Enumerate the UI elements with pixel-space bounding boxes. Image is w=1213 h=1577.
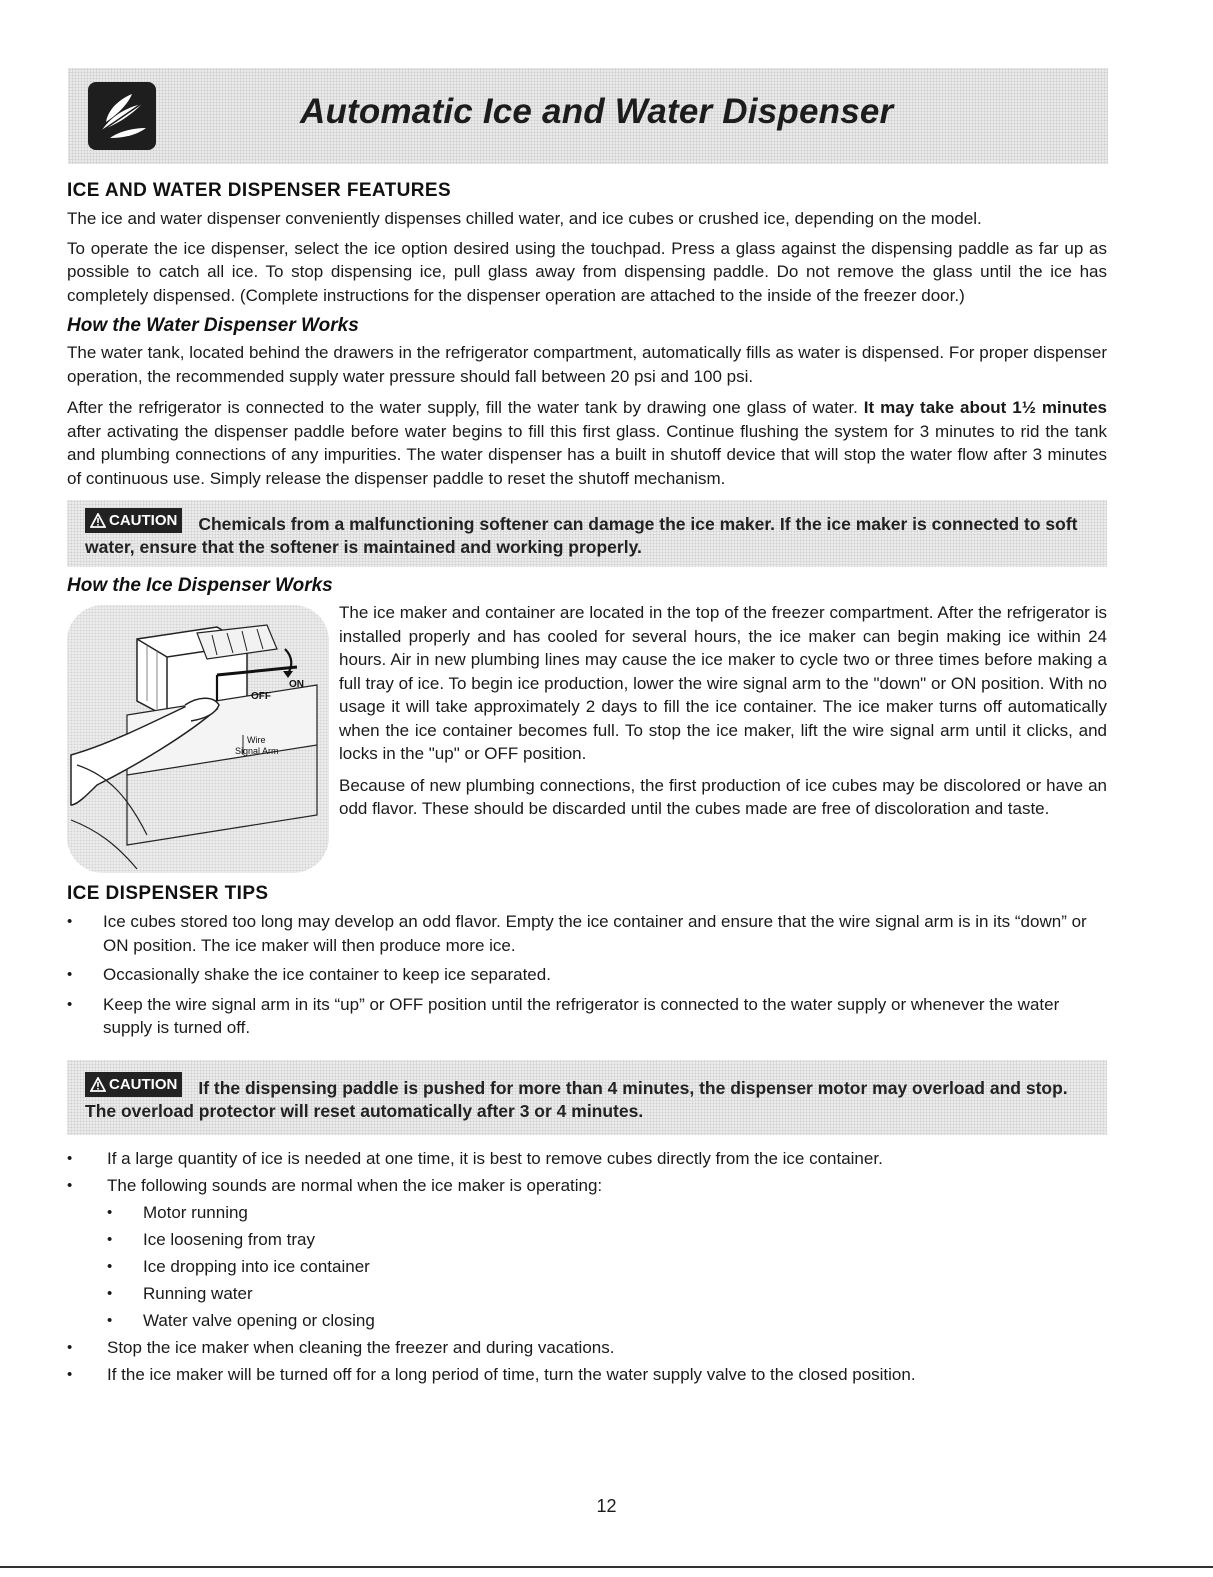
warning-triangle-icon <box>90 513 106 528</box>
page-number: 12 <box>596 1496 617 1516</box>
page-header <box>68 68 1108 164</box>
list-item: • Occasionally shake the ice container to keep ice separated. <box>67 963 1107 987</box>
water-paragraph-2-start: After the refrigerator is connected to the water supply, fill the water tank by drawing one glass of water. <box>67 398 864 417</box>
sound-item: • Motor running <box>107 1201 1107 1224</box>
tips-heading: ICE DISPENSER TIPS <box>67 883 269 904</box>
list-item: • Ice cubes stored too long may develop an odd flavor. Empty the ice container and ensure that the wire signal arm is in its “down” or ON position. The ice maker will then produce more ice. <box>67 910 1107 957</box>
figure-label-on: ON <box>289 679 304 690</box>
ice-dispenser-section <box>67 601 1107 887</box>
sounds-intro: The following sounds are normal when the ice maker is operating: <box>107 1175 603 1195</box>
list-item <box>67 1174 1107 1332</box>
sound-item: • Ice dropping into ice container <box>107 1255 1107 1278</box>
sound-item: • Running water <box>107 1282 1107 1305</box>
ice-paragraph-1: The ice maker and container are located in the top of the freezer compartment. After the refrigerator is installed properly and has cooled for several hours, the ice maker can begin making ice within 24 hours. Air in new plumbing lines may cause the ice maker to cycle two or three times before making a full tray of ice. To begin ice production, lower the wire signal arm to the "down" or ON position. With no usage it will take approximately 2 days to fill the ice container. The ice maker turns off automatically when the ice container becomes full. To stop the ice maker, lift the wire signal arm until it clicks, and locks in the "up" or OFF position. <box>339 603 1107 763</box>
ice-dispenser-text <box>339 601 1107 829</box>
figure-label-signal-arm: Signal Arm <box>235 746 279 756</box>
caution-softener <box>67 500 1107 567</box>
caution-softener-text: Chemicals from a malfunctioning softener can damage the ice maker. If the ice maker is connected to soft water, ensure that the softener is maintained and working properly. <box>85 514 1078 557</box>
figure-label-off: OFF <box>251 691 271 702</box>
ice-paragraph-2: Because of new plumbing connections, the first production of ice cubes may be discolored or have an odd flavor. These should be discarded until the cubes made are free of discoloration and taste. <box>339 775 1107 818</box>
warning-triangle-icon <box>90 1077 106 1092</box>
list-item: • Stop the ice maker when cleaning the freezer and during vacations. <box>67 1336 1107 1359</box>
water-dispenser-heading: How the Water Dispenser Works <box>67 315 359 336</box>
list-item: • If the ice maker will be turned off for a long period of time, turn the water supply valve to the closed position. <box>67 1363 1107 1386</box>
ice-dispenser-heading: How the Ice Dispenser Works <box>67 575 333 596</box>
list-item: • Keep the wire signal arm in its “up” or OFF position until the refrigerator is connected to the water supply or whenever the water supply is turned off. <box>67 993 1107 1040</box>
water-paragraph-1: The water tank, located behind the drawers in the refrigerator compartment, automatically fills as water is dispensed. For proper dispenser operation, the recommended supply water pressure should fall between 20 psi and 100 psi. <box>67 343 1107 386</box>
sounds-list <box>107 1201 1107 1332</box>
ice-maker-illustration <box>67 605 329 873</box>
water-paragraph-2-end: after activating the dispenser paddle before water begins to fill this first glass. Continue flushing the system for 3 minutes to rid the tank and plumbing connections of any impurities. The water dispenser has a built in shutoff device that will stop the water flow after 3 minutes of continuous use. Simply release the dispenser paddle to reset the shutoff mechanism. <box>67 421 1107 488</box>
caution-paddle-text: If the dispensing paddle is pushed for more than 4 minutes, the dispenser motor may overload and stop. The overload protector will reset automatically after 3 or 4 minutes. <box>85 1077 1068 1121</box>
features-paragraph-1: The ice and water dispenser conveniently dispenses chilled water, and ice cubes or crushed ice, depending on the model. <box>67 209 982 228</box>
water-paragraph-2-emphasis: It may take about 1½ minutes <box>863 398 1107 417</box>
water-paragraph-2 <box>67 396 1107 490</box>
features-heading: ICE AND WATER DISPENSER FEATURES <box>67 180 452 201</box>
sound-item: • Ice loosening from tray <box>107 1228 1107 1251</box>
caution-badge-label: CAUTION <box>109 512 178 529</box>
caution-badge <box>85 508 182 533</box>
page-content <box>67 180 1107 1390</box>
sound-item: • Water valve opening or closing <box>107 1309 1107 1332</box>
page-title: Automatic Ice and Water Dispenser <box>300 92 894 131</box>
caution-badge-label: CAUTION <box>109 1075 178 1093</box>
ice-maker-notes-list <box>67 1147 1107 1386</box>
features-paragraph-2: To operate the ice dispenser, select the ice option desired using the touchpad. Press a glass against the dispensing paddle as far up as possible to catch all ice. To stop dispensing ice, pull glass away from dispensing paddle. Do not remove the glass until the ice has completely dispensed. (Complete instructions for the dispenser operation are attached to the inside of the freezer door.) <box>67 238 1107 305</box>
list-item: • If a large quantity of ice is needed at one time, it is best to remove cubes directly from the ice container. <box>67 1147 1107 1170</box>
tips-list <box>67 910 1107 1040</box>
bottom-rule <box>0 1566 1213 1568</box>
ice-leaf-icon <box>88 82 156 150</box>
caution-paddle <box>67 1060 1107 1135</box>
figure-label-wire: Wire <box>247 735 266 745</box>
caution-badge <box>85 1072 182 1097</box>
